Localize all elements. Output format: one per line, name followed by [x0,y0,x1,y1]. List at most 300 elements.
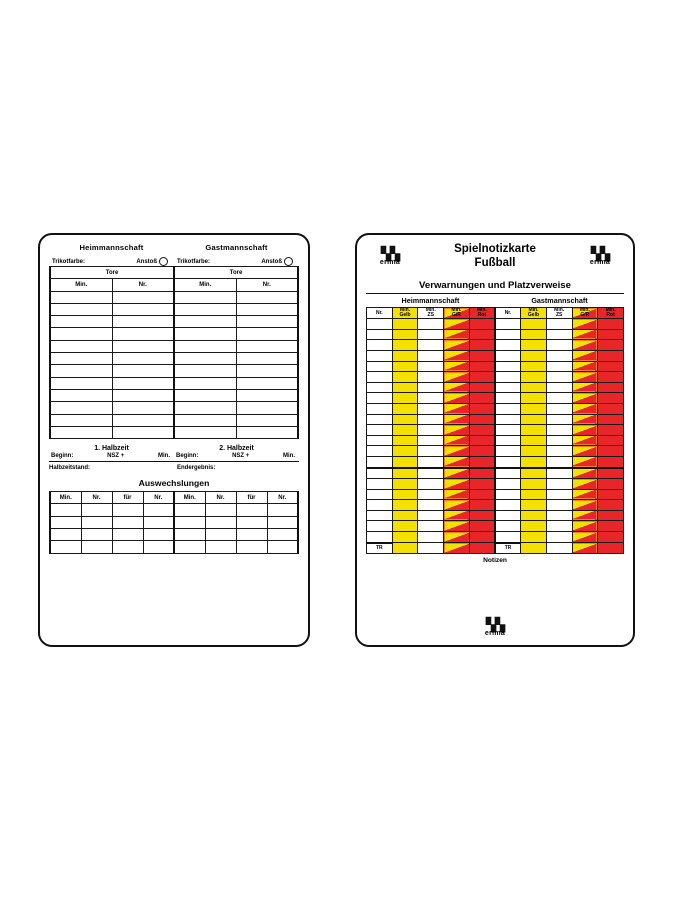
cards-cell[interactable] [546,500,572,511]
cards-cell[interactable] [444,372,470,383]
cards-cell[interactable] [444,329,470,340]
cards-cell[interactable] [444,393,470,404]
cards-cell[interactable] [546,543,572,554]
subs-cell[interactable] [236,516,267,528]
cards-cell[interactable] [546,361,572,372]
goals-cell[interactable] [50,291,112,303]
subs-cell[interactable] [236,541,267,553]
cards-cell[interactable] [469,350,495,361]
away-kickoff-circle-icon[interactable] [284,257,293,266]
cards-cell[interactable] [392,521,418,532]
cards-cell[interactable] [444,361,470,372]
cards-cell[interactable] [418,532,444,543]
cards-cell[interactable] [598,532,624,543]
cards-cell[interactable] [598,435,624,446]
cards-cell[interactable] [572,500,598,511]
goals-cell[interactable] [236,365,298,377]
subs-cell[interactable] [174,504,205,516]
goals-cell[interactable] [236,414,298,426]
cards-cell[interactable] [495,350,521,361]
cards-cell[interactable] [418,446,444,457]
cards-cell[interactable] [418,319,444,330]
cards-cell[interactable] [367,479,393,490]
cards-cell[interactable] [418,456,444,467]
cards-cell[interactable] [469,468,495,479]
goals-cell[interactable] [50,377,112,389]
goals-cell[interactable] [174,365,236,377]
cards-cell[interactable] [469,489,495,500]
goals-cell[interactable] [174,291,236,303]
cards-cell[interactable] [598,403,624,414]
goals-cell[interactable] [50,353,112,365]
cards-cell[interactable] [418,521,444,532]
cards-cell[interactable] [469,329,495,340]
cards-cell[interactable] [418,361,444,372]
cards-cell[interactable] [572,479,598,490]
cards-cell[interactable] [572,414,598,425]
cards-cell[interactable] [444,521,470,532]
cards-cell[interactable] [521,425,547,436]
cards-cell[interactable] [367,435,393,446]
cards-cell[interactable] [392,372,418,383]
cards-cell[interactable] [598,372,624,383]
subs-cell[interactable] [143,516,174,528]
cards-cell[interactable] [392,403,418,414]
cards-cell[interactable] [495,403,521,414]
cards-cell[interactable] [521,350,547,361]
cards-cell[interactable] [392,340,418,351]
cards-cell[interactable] [392,479,418,490]
goals-cell[interactable] [236,328,298,340]
cards-cell[interactable] [521,414,547,425]
cards-cell[interactable] [392,350,418,361]
cards-cell[interactable] [418,425,444,436]
goals-cell[interactable] [50,402,112,414]
cards-cell[interactable] [392,435,418,446]
cards-cell[interactable] [495,446,521,457]
cards-cell[interactable] [598,393,624,404]
cards-cell[interactable] [572,382,598,393]
cards-cell[interactable] [469,340,495,351]
cards-cell[interactable] [598,414,624,425]
cards-cell[interactable] [521,479,547,490]
subs-cell[interactable] [174,529,205,541]
cards-cell[interactable] [572,372,598,383]
goals-cell[interactable] [174,353,236,365]
goals-cell[interactable] [112,316,174,328]
cards-cell[interactable] [495,435,521,446]
goals-cell[interactable] [50,303,112,315]
subs-cell[interactable] [143,529,174,541]
cards-cell[interactable] [469,510,495,521]
cards-cell[interactable] [495,329,521,340]
cards-cell[interactable] [469,361,495,372]
cards-cell[interactable] [495,414,521,425]
cards-cell[interactable] [495,479,521,490]
subs-cell[interactable] [267,516,298,528]
cards-cell[interactable] [598,468,624,479]
cards-cell[interactable] [546,329,572,340]
cards-cell[interactable] [444,468,470,479]
cards-cell[interactable] [521,446,547,457]
cards-cell[interactable] [521,372,547,383]
subs-cell[interactable] [50,541,81,553]
cards-cell[interactable] [444,500,470,511]
cards-cell[interactable] [469,500,495,511]
cards-cell[interactable] [469,319,495,330]
subs-cell[interactable] [143,504,174,516]
cards-cell[interactable] [444,340,470,351]
subs-cell[interactable] [267,504,298,516]
cards-cell[interactable] [418,479,444,490]
cards-cell[interactable] [495,319,521,330]
cards-cell[interactable] [469,521,495,532]
cards-cell[interactable] [546,382,572,393]
cards-cell[interactable] [469,479,495,490]
cards-cell[interactable] [367,510,393,521]
cards-cell[interactable] [521,361,547,372]
cards-cell[interactable] [521,319,547,330]
cards-cell[interactable] [521,403,547,414]
cards-cell[interactable] [367,456,393,467]
cards-cell[interactable] [521,468,547,479]
subs-cell[interactable] [205,516,236,528]
cards-cell[interactable] [469,446,495,457]
subs-cell[interactable] [50,504,81,516]
cards-cell[interactable] [495,500,521,511]
cards-cell[interactable] [572,403,598,414]
goals-cell[interactable] [236,377,298,389]
goals-cell[interactable] [112,389,174,401]
cards-cell[interactable] [444,319,470,330]
cards-cell[interactable] [444,479,470,490]
cards-cell[interactable] [572,425,598,436]
cards-cell[interactable] [598,425,624,436]
cards-cell[interactable] [572,393,598,404]
cards-cell[interactable] [392,393,418,404]
goals-cell[interactable] [112,426,174,438]
subs-cell[interactable] [81,504,112,516]
cards-cell[interactable] [495,510,521,521]
cards-cell[interactable] [521,521,547,532]
cards-cell[interactable] [367,361,393,372]
goals-cell[interactable] [236,389,298,401]
goals-cell[interactable] [50,328,112,340]
cards-cell[interactable] [546,340,572,351]
cards-cell[interactable] [444,489,470,500]
cards-cell[interactable] [598,361,624,372]
goals-cell[interactable] [50,389,112,401]
cards-cell[interactable] [495,340,521,351]
cards-cell[interactable] [546,350,572,361]
goals-cell[interactable] [112,402,174,414]
cards-cell[interactable] [392,414,418,425]
cards-cell[interactable] [367,468,393,479]
cards-cell[interactable] [572,340,598,351]
goals-cell[interactable] [236,426,298,438]
subs-cell[interactable] [112,504,143,516]
cards-cell[interactable] [418,510,444,521]
cards-cell[interactable] [367,340,393,351]
cards-cell[interactable] [521,340,547,351]
cards-cell[interactable] [469,532,495,543]
cards-cell[interactable] [521,532,547,543]
cards-cell[interactable] [392,489,418,500]
cards-cell[interactable] [598,319,624,330]
cards-cell[interactable] [469,372,495,383]
cards-cell[interactable]: TR [495,543,521,554]
cards-cell[interactable] [392,532,418,543]
cards-cell[interactable] [572,456,598,467]
cards-cell[interactable] [572,319,598,330]
cards-cell[interactable] [546,489,572,500]
cards-cell[interactable] [495,532,521,543]
goals-cell[interactable] [112,340,174,352]
cards-cell[interactable] [521,456,547,467]
cards-cell[interactable] [521,543,547,554]
goals-cell[interactable] [112,414,174,426]
cards-cell[interactable] [444,425,470,436]
cards-cell[interactable] [546,319,572,330]
cards-cell[interactable] [418,543,444,554]
cards-cell[interactable] [444,435,470,446]
cards-cell[interactable] [392,543,418,554]
cards-cell[interactable] [495,489,521,500]
cards-cell[interactable] [367,425,393,436]
goals-cell[interactable] [112,377,174,389]
subs-cell[interactable] [267,529,298,541]
cards-cell[interactable] [546,446,572,457]
cards-cell[interactable] [418,382,444,393]
cards-cell[interactable] [546,414,572,425]
goals-cell[interactable] [236,316,298,328]
subs-cell[interactable] [236,504,267,516]
cards-cell[interactable] [444,456,470,467]
cards-cell[interactable] [392,468,418,479]
cards-cell[interactable] [521,489,547,500]
goals-cell[interactable] [174,402,236,414]
cards-cell[interactable] [469,456,495,467]
cards-cell[interactable] [367,532,393,543]
cards-cell[interactable] [521,393,547,404]
subs-cell[interactable] [50,529,81,541]
cards-cell[interactable] [392,500,418,511]
subs-cell[interactable] [143,541,174,553]
cards-cell[interactable] [495,456,521,467]
cards-cell[interactable] [546,456,572,467]
cards-cell[interactable] [521,500,547,511]
cards-cell[interactable] [546,479,572,490]
subs-cell[interactable] [174,516,205,528]
subs-cell[interactable] [112,516,143,528]
goals-cell[interactable] [174,340,236,352]
cards-cell[interactable] [521,435,547,446]
cards-cell[interactable] [598,340,624,351]
cards-cell[interactable] [495,361,521,372]
cards-cell[interactable] [495,425,521,436]
cards-cell[interactable] [598,446,624,457]
subs-cell[interactable] [81,529,112,541]
cards-cell[interactable] [598,350,624,361]
cards-cell[interactable] [469,543,495,554]
cards-cell[interactable] [418,414,444,425]
cards-cell[interactable] [444,382,470,393]
cards-cell[interactable] [521,382,547,393]
cards-cell[interactable] [367,372,393,383]
cards-cell[interactable] [572,435,598,446]
cards-cell[interactable] [521,510,547,521]
cards-cell[interactable] [418,393,444,404]
cards-cell[interactable] [392,361,418,372]
cards-cell[interactable] [418,489,444,500]
goals-cell[interactable] [112,353,174,365]
goals-cell[interactable] [174,426,236,438]
cards-cell[interactable] [495,393,521,404]
goals-cell[interactable] [174,328,236,340]
cards-cell[interactable] [444,532,470,543]
subs-cell[interactable] [81,516,112,528]
cards-cell[interactable] [572,510,598,521]
cards-cell[interactable] [367,350,393,361]
goals-cell[interactable] [174,414,236,426]
cards-cell[interactable] [572,543,598,554]
cards-cell[interactable] [392,446,418,457]
cards-cell[interactable] [418,350,444,361]
cards-cell[interactable] [444,414,470,425]
cards-cell[interactable] [572,329,598,340]
goals-cell[interactable] [236,291,298,303]
cards-cell[interactable] [367,521,393,532]
cards-cell[interactable] [546,403,572,414]
cards-cell[interactable] [367,446,393,457]
cards-cell[interactable] [444,446,470,457]
cards-cell[interactable] [598,479,624,490]
cards-cell[interactable] [572,532,598,543]
cards-cell[interactable] [546,372,572,383]
cards-cell[interactable] [392,329,418,340]
cards-cell[interactable] [495,521,521,532]
goals-cell[interactable] [174,316,236,328]
cards-cell[interactable] [392,425,418,436]
cards-cell[interactable] [469,403,495,414]
cards-cell[interactable] [598,456,624,467]
cards-cell[interactable] [469,393,495,404]
cards-cell[interactable] [367,403,393,414]
cards-cell[interactable] [418,329,444,340]
cards-cell[interactable] [418,403,444,414]
goals-cell[interactable] [112,291,174,303]
cards-cell[interactable] [367,329,393,340]
cards-cell[interactable] [546,393,572,404]
goals-cell[interactable] [112,303,174,315]
cards-cell[interactable] [495,382,521,393]
cards-cell[interactable] [495,468,521,479]
goals-cell[interactable] [236,303,298,315]
goals-cell[interactable] [174,377,236,389]
cards-cell[interactable] [598,543,624,554]
subs-cell[interactable] [205,529,236,541]
cards-cell[interactable] [444,510,470,521]
cards-cell[interactable] [418,468,444,479]
cards-cell[interactable] [469,382,495,393]
cards-cell[interactable] [572,446,598,457]
goals-cell[interactable] [50,414,112,426]
cards-cell[interactable] [392,510,418,521]
cards-cell[interactable] [444,543,470,554]
cards-cell[interactable] [367,319,393,330]
cards-cell[interactable] [598,500,624,511]
cards-cell[interactable] [444,350,470,361]
cards-cell[interactable] [546,510,572,521]
cards-cell[interactable] [367,500,393,511]
goals-cell[interactable] [50,426,112,438]
cards-cell[interactable] [546,425,572,436]
cards-cell[interactable] [444,403,470,414]
cards-cell[interactable] [521,329,547,340]
cards-cell[interactable] [572,350,598,361]
subs-cell[interactable] [50,516,81,528]
cards-cell[interactable] [367,489,393,500]
cards-cell[interactable] [418,340,444,351]
cards-cell[interactable] [392,382,418,393]
goals-cell[interactable] [50,340,112,352]
cards-cell[interactable] [546,468,572,479]
subs-cell[interactable] [174,541,205,553]
cards-cell[interactable] [572,521,598,532]
subs-cell[interactable] [205,504,236,516]
cards-cell[interactable] [469,414,495,425]
home-kickoff-circle-icon[interactable] [159,257,168,266]
cards-cell[interactable] [572,468,598,479]
goals-cell[interactable] [236,402,298,414]
subs-cell[interactable] [112,541,143,553]
cards-cell[interactable] [418,500,444,511]
cards-cell[interactable] [598,510,624,521]
cards-cell[interactable] [367,382,393,393]
cards-cell[interactable] [546,532,572,543]
cards-cell[interactable] [469,435,495,446]
goals-cell[interactable] [236,340,298,352]
goals-cell[interactable] [50,316,112,328]
cards-cell[interactable] [367,414,393,425]
cards-cell[interactable] [598,521,624,532]
cards-cell[interactable] [546,435,572,446]
cards-cell[interactable] [495,372,521,383]
goals-cell[interactable] [50,365,112,377]
cards-cell[interactable] [598,329,624,340]
cards-cell[interactable] [598,382,624,393]
subs-cell[interactable] [236,529,267,541]
cards-cell[interactable] [572,361,598,372]
cards-cell[interactable] [367,393,393,404]
subs-cell[interactable] [81,541,112,553]
cards-cell[interactable] [598,489,624,500]
cards-cell[interactable] [418,372,444,383]
cards-cell[interactable] [546,521,572,532]
cards-cell[interactable] [418,435,444,446]
goals-cell[interactable] [112,365,174,377]
cards-cell[interactable] [469,425,495,436]
subs-cell[interactable] [112,529,143,541]
cards-cell[interactable] [392,456,418,467]
goals-cell[interactable] [174,303,236,315]
goals-cell[interactable] [112,328,174,340]
cards-cell[interactable]: TR [367,543,393,554]
cards-cell[interactable] [392,319,418,330]
cards-cell[interactable] [572,489,598,500]
goals-cell[interactable] [236,353,298,365]
subs-cell[interactable] [205,541,236,553]
